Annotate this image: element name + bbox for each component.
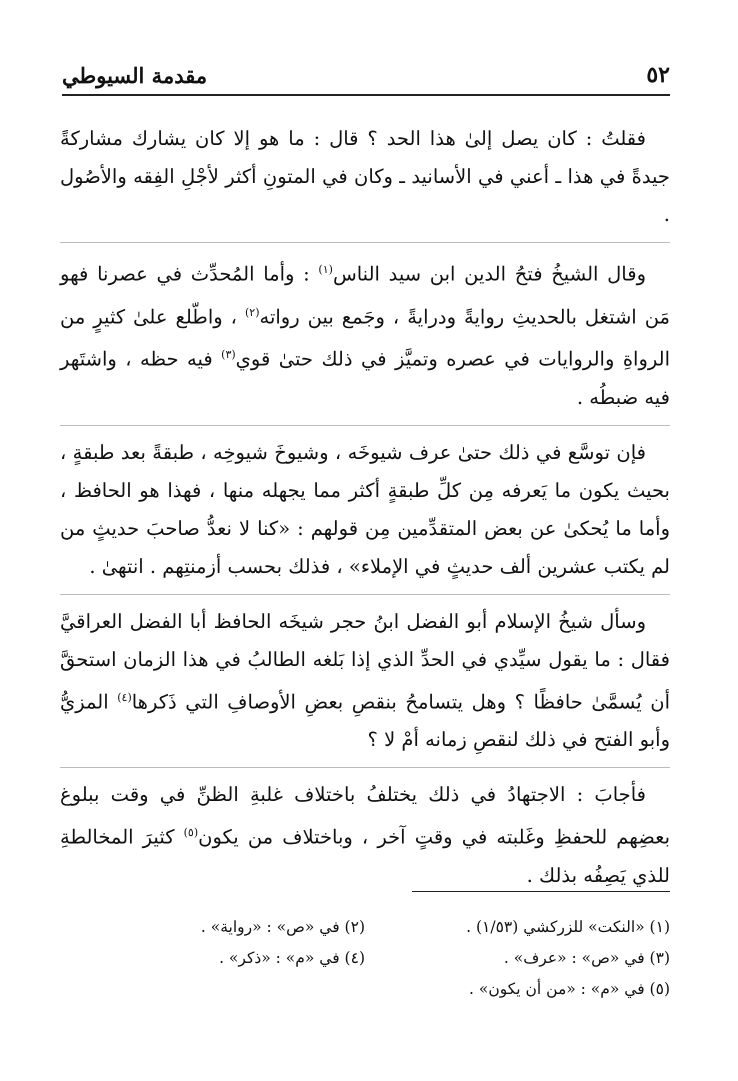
page-number: ٥٢ <box>646 62 670 88</box>
footnote: (٥) في «م» : «من أن يكون» . <box>469 980 670 998</box>
footnote: (٢) في «ص» : «رواية» . <box>200 918 365 936</box>
paragraph: وقال الشيخُ فتحُ الدين ابن سيد الناس$^{(١)}$ : وأما المُحدِّث في عصرنا فهو مَن اشتغل بالحديثِ روايةً ودرايةً ، وجَمع بين رواته$^{(٢)}$ ، واطّلع علىٰ كثيرٍ من الرواةِ والروايات في عصره وتميَّز في ذلك حتىٰ قوي$^{(٣)}$ فيه حظه ، واشتَهر فيه ضبطُه . <box>60 242 670 417</box>
body-text <box>60 120 670 903</box>
footnote-ref[interactable]: (٤) <box>117 690 132 704</box>
footnote-row <box>60 912 670 943</box>
page-header <box>62 52 670 96</box>
footnote-ref[interactable]: (٢) <box>244 305 260 319</box>
footnote-ref[interactable]: (٥) <box>183 826 199 839</box>
footnote-row <box>60 974 670 1005</box>
footnotes <box>60 912 670 1005</box>
footnote: (٤) في «م» : «ذكر» . <box>219 949 365 967</box>
footnote-ref[interactable]: (١) <box>318 263 333 276</box>
footnote: (١) «النكت» للزركشي (١/٥٣) . <box>466 918 670 936</box>
footnote-row <box>60 943 670 974</box>
paragraph: فقلتُ : كان يصل إلىٰ هذا الحد ؟ قال : ما هو إلا كان يشارك مشاركةً جيدةً في هذا ـ أعني في الأسانيد ـ وكان في المتونِ أكثر لأجْلِ الفِقه والأصُول . <box>60 127 670 226</box>
footnote: (٣) في «ص» : «عرف» . <box>503 949 670 967</box>
paragraph: فأجابَ : الاجتهادُ في ذلك يختلفُ باختلاف غلبةِ الظنِّ في وقت ببلوغ بعضِهم للحفظِ وغَلبته في وقتٍ آخر ، وباختلاف من يكون$^{(٥)}$ كثيرَ المخالطةِ للذي يَصِفُه بذلك . <box>60 767 670 895</box>
footnote-ref[interactable]: (٣) <box>221 348 236 361</box>
paragraph: وسأل شيخُ الإسلام أبو الفضل ابنُ حجر شيخَه الحافظ أبا الفضل العراقيَّ فقال : ما يقول سيِّدي في الحدِّ الذي إذا بَلغه الطالبُ في هذا الزمان استحقَّ أن يُسمَّىٰ حافظًا ؟ وهل يتسامحُ بنقصِ بعضِ الأوصافِ التي ذَكرها$^{(٤)}$ المزيُّ وأبو الفتح في ذلك لنقصِ زمانه أمْ لا ؟ <box>60 594 670 760</box>
running-title: مقدمة السيوطي <box>62 63 208 88</box>
footnote-separator <box>412 891 670 892</box>
paragraph: فإن توسَّع في ذلك حتىٰ عرف شيوخَه ، وشيوخَ شيوخِه ، طبقةً بعد طبقةٍ ، بحيث يكون ما يَعرفه مِن كلِّ طبقةٍ أكثر مما يجهله منها ، فهذا هو الحافظ ، وأما ما يُحكىٰ عن بعض المتقدِّمين مِن قولهم : «كنا لا نعدُّ صاحبَ حديثٍ من لم يكتب عشرين ألف حديثٍ في الإملاء» ، فذلك بحسب أزمنتِهم . انتهىٰ . <box>60 425 670 586</box>
